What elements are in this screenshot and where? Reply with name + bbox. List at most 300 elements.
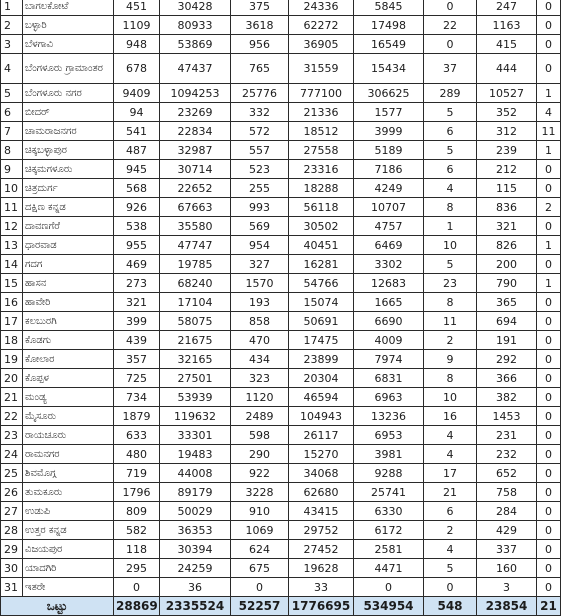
row-number: 5 — [1, 84, 23, 103]
value-cell: 6 — [424, 122, 477, 141]
value-cell: 1453 — [477, 407, 537, 426]
row-number: 10 — [1, 179, 23, 198]
value-cell: 295 — [114, 559, 160, 578]
value-cell: 4249 — [354, 179, 424, 198]
district-name: ಬೀದರ್ — [23, 103, 114, 122]
value-cell: 30394 — [160, 540, 231, 559]
value-cell: 47747 — [160, 236, 231, 255]
value-cell: 948 — [114, 35, 160, 54]
value-cell: 89179 — [160, 483, 231, 502]
value-cell: 32165 — [160, 350, 231, 369]
value-cell: 115 — [477, 179, 537, 198]
value-cell: 32987 — [160, 141, 231, 160]
value-cell: 17475 — [289, 331, 354, 350]
value-cell: 0 — [537, 502, 561, 521]
value-cell: 327 — [231, 255, 289, 274]
value-cell: 11 — [424, 312, 477, 331]
value-cell: 20304 — [289, 369, 354, 388]
district-name: ಹಾಸನ — [23, 274, 114, 293]
value-cell: 0 — [424, 0, 477, 16]
value-cell: 284 — [477, 502, 537, 521]
value-cell: 321 — [114, 293, 160, 312]
value-cell: 0 — [537, 16, 561, 35]
row-number: 20 — [1, 369, 23, 388]
table-row — [1, 407, 561, 426]
value-cell: 8 — [424, 293, 477, 312]
value-cell: 945 — [114, 160, 160, 179]
value-cell: 1163 — [477, 16, 537, 35]
value-cell: 12683 — [354, 274, 424, 293]
value-cell: 0 — [537, 369, 561, 388]
value-cell: 10 — [424, 236, 477, 255]
table-row — [1, 369, 561, 388]
value-cell: 30502 — [289, 217, 354, 236]
value-cell: 1570 — [231, 274, 289, 293]
value-cell: 62272 — [289, 16, 354, 35]
value-cell: 33301 — [160, 426, 231, 445]
value-cell: 0 — [537, 445, 561, 464]
value-cell: 5 — [424, 103, 477, 122]
table-row — [1, 426, 561, 445]
value-cell: 16 — [424, 407, 477, 426]
value-cell: 765 — [231, 54, 289, 84]
value-cell: 1 — [424, 217, 477, 236]
value-cell: 3981 — [354, 445, 424, 464]
value-cell: 27501 — [160, 369, 231, 388]
district-name: ಧಾರವಾಡ — [23, 236, 114, 255]
district-name: ಬೆಂಗಳೂರು ನಗರ — [23, 84, 114, 103]
value-cell: 321 — [477, 217, 537, 236]
value-cell: 104943 — [289, 407, 354, 426]
table-row — [1, 84, 561, 103]
value-cell: 0 — [537, 426, 561, 445]
row-number: 9 — [1, 160, 23, 179]
value-cell: 1879 — [114, 407, 160, 426]
value-cell: 487 — [114, 141, 160, 160]
table-row — [1, 141, 561, 160]
value-cell: 23316 — [289, 160, 354, 179]
value-cell: 758 — [477, 483, 537, 502]
value-cell: 17 — [424, 464, 477, 483]
row-number: 3 — [1, 35, 23, 54]
district-name: ರಾಯಚೂರು — [23, 426, 114, 445]
value-cell: 9409 — [114, 84, 160, 103]
value-cell: 56118 — [289, 198, 354, 217]
value-cell: 652 — [477, 464, 537, 483]
value-cell: 193 — [231, 293, 289, 312]
value-cell: 10527 — [477, 84, 537, 103]
value-cell: 1 — [537, 236, 561, 255]
value-cell: 0 — [537, 179, 561, 198]
value-cell: 160 — [477, 559, 537, 578]
table-row — [1, 255, 561, 274]
value-cell: 21 — [424, 483, 477, 502]
row-number: 2 — [1, 16, 23, 35]
value-cell: 0 — [354, 578, 424, 597]
value-cell: 0 — [537, 578, 561, 597]
value-cell: 5845 — [354, 0, 424, 16]
district-name: ಹಾವೇರಿ — [23, 293, 114, 312]
total-value-cell: 23854 — [477, 597, 537, 616]
value-cell: 0 — [537, 312, 561, 331]
total-value-cell: 2335524 — [160, 597, 231, 616]
value-cell: 40451 — [289, 236, 354, 255]
value-cell: 366 — [477, 369, 537, 388]
total-label: ಒಟ್ಟು — [1, 597, 114, 616]
row-number: 16 — [1, 293, 23, 312]
table-row — [1, 521, 561, 540]
value-cell: 1577 — [354, 103, 424, 122]
row-number: 7 — [1, 122, 23, 141]
value-cell: 1 — [537, 84, 561, 103]
value-cell: 292 — [477, 350, 537, 369]
row-number: 28 — [1, 521, 23, 540]
value-cell: 0 — [537, 331, 561, 350]
value-cell: 5 — [424, 559, 477, 578]
value-cell: 0 — [537, 483, 561, 502]
table-row — [1, 217, 561, 236]
table-row — [1, 350, 561, 369]
value-cell: 1094253 — [160, 84, 231, 103]
value-cell: 200 — [477, 255, 537, 274]
row-number: 26 — [1, 483, 23, 502]
value-cell: 4471 — [354, 559, 424, 578]
value-cell: 910 — [231, 502, 289, 521]
value-cell: 26117 — [289, 426, 354, 445]
value-cell: 365 — [477, 293, 537, 312]
row-number: 18 — [1, 331, 23, 350]
row-number: 24 — [1, 445, 23, 464]
row-number: 8 — [1, 141, 23, 160]
value-cell: 22652 — [160, 179, 231, 198]
value-cell: 43415 — [289, 502, 354, 521]
value-cell: 21336 — [289, 103, 354, 122]
value-cell: 273 — [114, 274, 160, 293]
value-cell: 62680 — [289, 483, 354, 502]
value-cell: 694 — [477, 312, 537, 331]
value-cell: 23899 — [289, 350, 354, 369]
district-name: ಕೊಡಗು — [23, 331, 114, 350]
row-number: 27 — [1, 502, 23, 521]
total-value-cell: 52257 — [231, 597, 289, 616]
value-cell: 357 — [114, 350, 160, 369]
value-cell: 955 — [114, 236, 160, 255]
value-cell: 1120 — [231, 388, 289, 407]
value-cell: 382 — [477, 388, 537, 407]
district-name: ದಾವಣಗೆರೆ — [23, 217, 114, 236]
value-cell: 19785 — [160, 255, 231, 274]
table-body — [1, 0, 561, 616]
value-cell: 675 — [231, 559, 289, 578]
value-cell: 7974 — [354, 350, 424, 369]
value-cell: 6 — [424, 502, 477, 521]
row-number: 15 — [1, 274, 23, 293]
value-cell: 31559 — [289, 54, 354, 84]
value-cell: 0 — [424, 578, 477, 597]
value-cell: 29752 — [289, 521, 354, 540]
value-cell: 790 — [477, 274, 537, 293]
value-cell: 6330 — [354, 502, 424, 521]
total-value-cell: 1776695 — [289, 597, 354, 616]
value-cell: 34068 — [289, 464, 354, 483]
value-cell: 1 — [537, 141, 561, 160]
row-number: 21 — [1, 388, 23, 407]
value-cell: 836 — [477, 198, 537, 217]
value-cell: 1069 — [231, 521, 289, 540]
value-cell: 0 — [537, 521, 561, 540]
value-cell: 375 — [231, 0, 289, 16]
value-cell: 30714 — [160, 160, 231, 179]
value-cell: 53869 — [160, 35, 231, 54]
value-cell: 9 — [424, 350, 477, 369]
district-name: ಬೆಂಗಳೂರು ಗ್ರಾಮಾಂತರ — [23, 54, 114, 84]
value-cell: 0 — [537, 540, 561, 559]
row-number: 19 — [1, 350, 23, 369]
table-row — [1, 483, 561, 502]
value-cell: 24336 — [289, 0, 354, 16]
value-cell: 5 — [424, 141, 477, 160]
value-cell: 569 — [231, 217, 289, 236]
value-cell: 0 — [537, 559, 561, 578]
total-value-cell: 28869 — [114, 597, 160, 616]
table-row — [1, 578, 561, 597]
value-cell: 231 — [477, 426, 537, 445]
value-cell: 0 — [537, 293, 561, 312]
value-cell: 27558 — [289, 141, 354, 160]
value-cell: 6953 — [354, 426, 424, 445]
value-cell: 16281 — [289, 255, 354, 274]
row-number: 13 — [1, 236, 23, 255]
row-number: 6 — [1, 103, 23, 122]
value-cell: 1109 — [114, 16, 160, 35]
value-cell: 44008 — [160, 464, 231, 483]
value-cell: 24259 — [160, 559, 231, 578]
value-cell: 3618 — [231, 16, 289, 35]
value-cell: 809 — [114, 502, 160, 521]
value-cell: 0 — [114, 578, 160, 597]
value-cell: 2581 — [354, 540, 424, 559]
district-name: ವಿಜಯಪುರ — [23, 540, 114, 559]
value-cell: 469 — [114, 255, 160, 274]
value-cell: 36353 — [160, 521, 231, 540]
value-cell: 53939 — [160, 388, 231, 407]
value-cell: 2489 — [231, 407, 289, 426]
value-cell: 4 — [424, 445, 477, 464]
value-cell: 480 — [114, 445, 160, 464]
value-cell: 15074 — [289, 293, 354, 312]
table-row — [1, 16, 561, 35]
value-cell: 46594 — [289, 388, 354, 407]
value-cell: 54766 — [289, 274, 354, 293]
value-cell: 6172 — [354, 521, 424, 540]
value-cell: 926 — [114, 198, 160, 217]
value-cell: 719 — [114, 464, 160, 483]
value-cell: 19483 — [160, 445, 231, 464]
district-name: ಕೋಲಾರ — [23, 350, 114, 369]
value-cell: 11 — [537, 122, 561, 141]
value-cell: 399 — [114, 312, 160, 331]
district-name: ದಕ್ಷಿಣ ಕನ್ನಡ — [23, 198, 114, 217]
value-cell: 0 — [537, 255, 561, 274]
table-row — [1, 236, 561, 255]
value-cell: 582 — [114, 521, 160, 540]
value-cell: 239 — [477, 141, 537, 160]
value-cell: 23 — [424, 274, 477, 293]
value-cell: 8 — [424, 198, 477, 217]
value-cell: 3999 — [354, 122, 424, 141]
value-cell: 4 — [424, 426, 477, 445]
value-cell: 33 — [289, 578, 354, 597]
value-cell: 956 — [231, 35, 289, 54]
value-cell: 50029 — [160, 502, 231, 521]
value-cell: 678 — [114, 54, 160, 84]
value-cell: 36905 — [289, 35, 354, 54]
row-number: 23 — [1, 426, 23, 445]
value-cell: 725 — [114, 369, 160, 388]
table-row — [1, 179, 561, 198]
value-cell: 415 — [477, 35, 537, 54]
value-cell: 191 — [477, 331, 537, 350]
district-name: ಇತರೇ — [23, 578, 114, 597]
row-number: 14 — [1, 255, 23, 274]
value-cell: 6469 — [354, 236, 424, 255]
value-cell: 118 — [114, 540, 160, 559]
value-cell: 734 — [114, 388, 160, 407]
value-cell: 47437 — [160, 54, 231, 84]
value-cell: 68240 — [160, 274, 231, 293]
value-cell: 826 — [477, 236, 537, 255]
row-number: 1 — [1, 0, 23, 16]
table-row — [1, 540, 561, 559]
district-name: ಚಾಮರಾಜನಗರ — [23, 122, 114, 141]
value-cell: 0 — [537, 407, 561, 426]
value-cell: 434 — [231, 350, 289, 369]
value-cell: 36 — [160, 578, 231, 597]
value-cell: 568 — [114, 179, 160, 198]
value-cell: 0 — [537, 160, 561, 179]
value-cell: 1 — [537, 274, 561, 293]
value-cell: 9288 — [354, 464, 424, 483]
district-name: ಮಂಡ್ಯ — [23, 388, 114, 407]
value-cell: 247 — [477, 0, 537, 16]
value-cell: 993 — [231, 198, 289, 217]
value-cell: 67663 — [160, 198, 231, 217]
value-cell: 323 — [231, 369, 289, 388]
value-cell: 3 — [477, 578, 537, 597]
table-row — [1, 502, 561, 521]
table-row — [1, 464, 561, 483]
table-row — [1, 35, 561, 54]
district-name: ಗದಗ — [23, 255, 114, 274]
value-cell: 4 — [424, 179, 477, 198]
value-cell: 451 — [114, 0, 160, 16]
value-cell: 22 — [424, 16, 477, 35]
row-number: 12 — [1, 217, 23, 236]
value-cell: 7186 — [354, 160, 424, 179]
value-cell: 15270 — [289, 445, 354, 464]
value-cell: 15434 — [354, 54, 424, 84]
row-number: 11 — [1, 198, 23, 217]
table-row — [1, 122, 561, 141]
value-cell: 18288 — [289, 179, 354, 198]
district-name: ಚಿತ್ರದುರ್ಗ — [23, 179, 114, 198]
table-row — [1, 445, 561, 464]
total-value-cell: 21 — [537, 597, 561, 616]
value-cell: 119632 — [160, 407, 231, 426]
value-cell: 541 — [114, 122, 160, 141]
district-name: ಬಳ್ಳಾರಿ — [23, 16, 114, 35]
value-cell: 37 — [424, 54, 477, 84]
value-cell: 4757 — [354, 217, 424, 236]
district-name: ತುಮಕೂರು — [23, 483, 114, 502]
value-cell: 598 — [231, 426, 289, 445]
value-cell: 212 — [477, 160, 537, 179]
value-cell: 21675 — [160, 331, 231, 350]
table-row — [1, 274, 561, 293]
value-cell: 2 — [424, 521, 477, 540]
value-cell: 10 — [424, 388, 477, 407]
value-cell: 3228 — [231, 483, 289, 502]
value-cell: 633 — [114, 426, 160, 445]
table-row — [1, 103, 561, 122]
value-cell: 439 — [114, 331, 160, 350]
value-cell: 429 — [477, 521, 537, 540]
value-cell: 470 — [231, 331, 289, 350]
value-cell: 0 — [537, 388, 561, 407]
district-name: ಬೆಳಗಾವಿ — [23, 35, 114, 54]
district-name: ಮೈಸೂರು — [23, 407, 114, 426]
value-cell: 0 — [537, 217, 561, 236]
value-cell: 0 — [537, 54, 561, 84]
value-cell: 2 — [537, 198, 561, 217]
value-cell: 17498 — [354, 16, 424, 35]
value-cell: 777100 — [289, 84, 354, 103]
row-number: 30 — [1, 559, 23, 578]
value-cell: 8 — [424, 369, 477, 388]
table-row — [1, 0, 561, 16]
row-number: 31 — [1, 578, 23, 597]
value-cell: 312 — [477, 122, 537, 141]
value-cell: 337 — [477, 540, 537, 559]
district-name: ಚಿಕ್ಕಬಳ್ಳಾಪುರ — [23, 141, 114, 160]
value-cell: 6963 — [354, 388, 424, 407]
table-row — [1, 388, 561, 407]
value-cell: 35580 — [160, 217, 231, 236]
total-value-cell: 548 — [424, 597, 477, 616]
value-cell: 290 — [231, 445, 289, 464]
value-cell: 10707 — [354, 198, 424, 217]
district-name: ರಾಮನಗರ — [23, 445, 114, 464]
table-row — [1, 293, 561, 312]
value-cell: 4 — [537, 103, 561, 122]
value-cell: 94 — [114, 103, 160, 122]
value-cell: 19628 — [289, 559, 354, 578]
row-number: 29 — [1, 540, 23, 559]
row-number: 17 — [1, 312, 23, 331]
value-cell: 50691 — [289, 312, 354, 331]
value-cell: 0 — [537, 464, 561, 483]
value-cell: 4009 — [354, 331, 424, 350]
value-cell: 523 — [231, 160, 289, 179]
table-row — [1, 559, 561, 578]
value-cell: 1665 — [354, 293, 424, 312]
value-cell: 0 — [537, 0, 561, 16]
total-row — [1, 597, 561, 616]
value-cell: 18512 — [289, 122, 354, 141]
value-cell: 332 — [231, 103, 289, 122]
value-cell: 6690 — [354, 312, 424, 331]
value-cell: 232 — [477, 445, 537, 464]
